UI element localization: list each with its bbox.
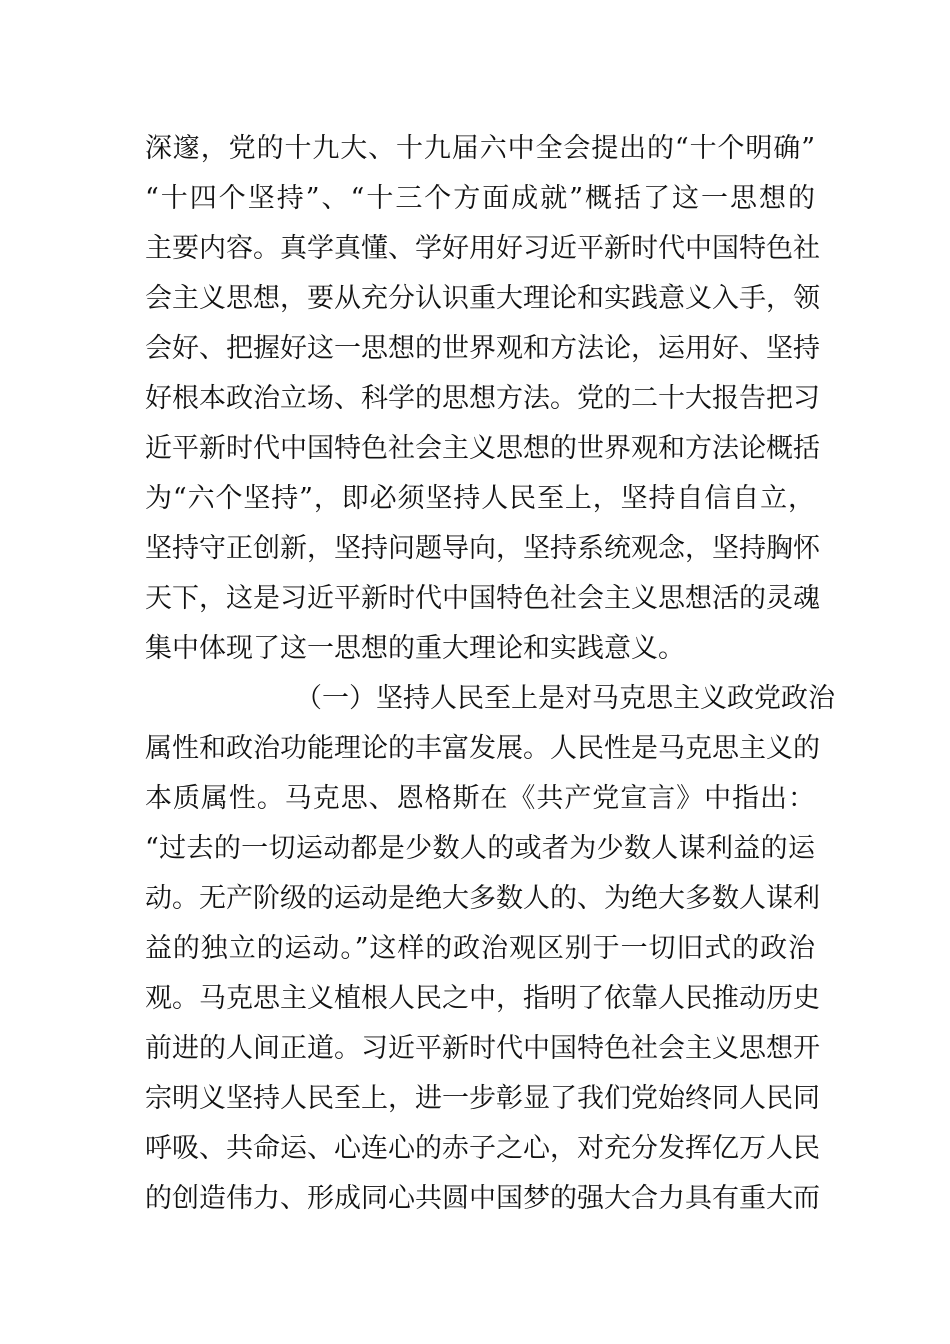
text-line: 好根本政治立场、科学的思想方法。党的二十大报告把习 bbox=[145, 383, 820, 414]
text-line: 呼吸、共命运、心连心的赤子之心，对充分发挥亿万人民 bbox=[145, 1133, 820, 1164]
text-line: 为“六个坚持”，即必须坚持人民至上，坚持自信自立， bbox=[145, 483, 815, 514]
text-line: 益的独立的运动。”这样的政治观区别于一切旧式的政治 bbox=[145, 933, 815, 964]
text-line: 动。无产阶级的运动是绝大多数人的、为绝大多数人谋利 bbox=[145, 883, 820, 914]
text-line: 本质属性。马克思、恩格斯在《共产党宣言》中指出： bbox=[145, 783, 815, 814]
text-line: 前进的人间正道。习近平新时代中国特色社会主义思想开 bbox=[145, 1033, 820, 1064]
text-line: 主要内容。真学真懂、学好用好习近平新时代中国特色社 bbox=[145, 233, 820, 264]
text-line: “十四个坚持”、“十三个方面成就”概括了这一思想的 bbox=[145, 183, 815, 214]
text-line: 深邃，党的十九大、十九届六中全会提出的“十个明确” bbox=[145, 133, 815, 164]
section-heading: （一）坚持人民至上是对马克思主义政党政治 bbox=[295, 683, 835, 714]
text-line: 宗明义坚持人民至上，进一步彰显了我们党始终同人民同 bbox=[145, 1083, 820, 1114]
text-line: 天下，这是习近平新时代中国特色社会主义思想活的灵魂 bbox=[145, 583, 820, 614]
text-line: 会主义思想，要从充分认识重大理论和实践意义入手，领 bbox=[145, 283, 820, 314]
text-line: 的创造伟力、形成同心共圆中国梦的强大合力具有重大而 bbox=[145, 1183, 820, 1214]
text-line: 集中体现了这一思想的重大理论和实践意义。 bbox=[145, 633, 685, 664]
text-line: 会好、把握好这一思想的世界观和方法论，运用好、坚持 bbox=[145, 333, 820, 364]
text-line: “过去的一切运动都是少数人的或者为少数人谋利益的运 bbox=[145, 833, 815, 864]
text-line: 观。马克思主义植根人民之中，指明了依靠人民推动历史 bbox=[145, 983, 820, 1014]
text-line: 坚持守正创新，坚持问题导向，坚持系统观念，坚持胸怀 bbox=[145, 533, 820, 564]
text-line: 近平新时代中国特色社会主义思想的世界观和方法论概括 bbox=[145, 433, 820, 464]
text-line: 属性和政治功能理论的丰富发展。人民性是马克思主义的 bbox=[145, 733, 820, 764]
